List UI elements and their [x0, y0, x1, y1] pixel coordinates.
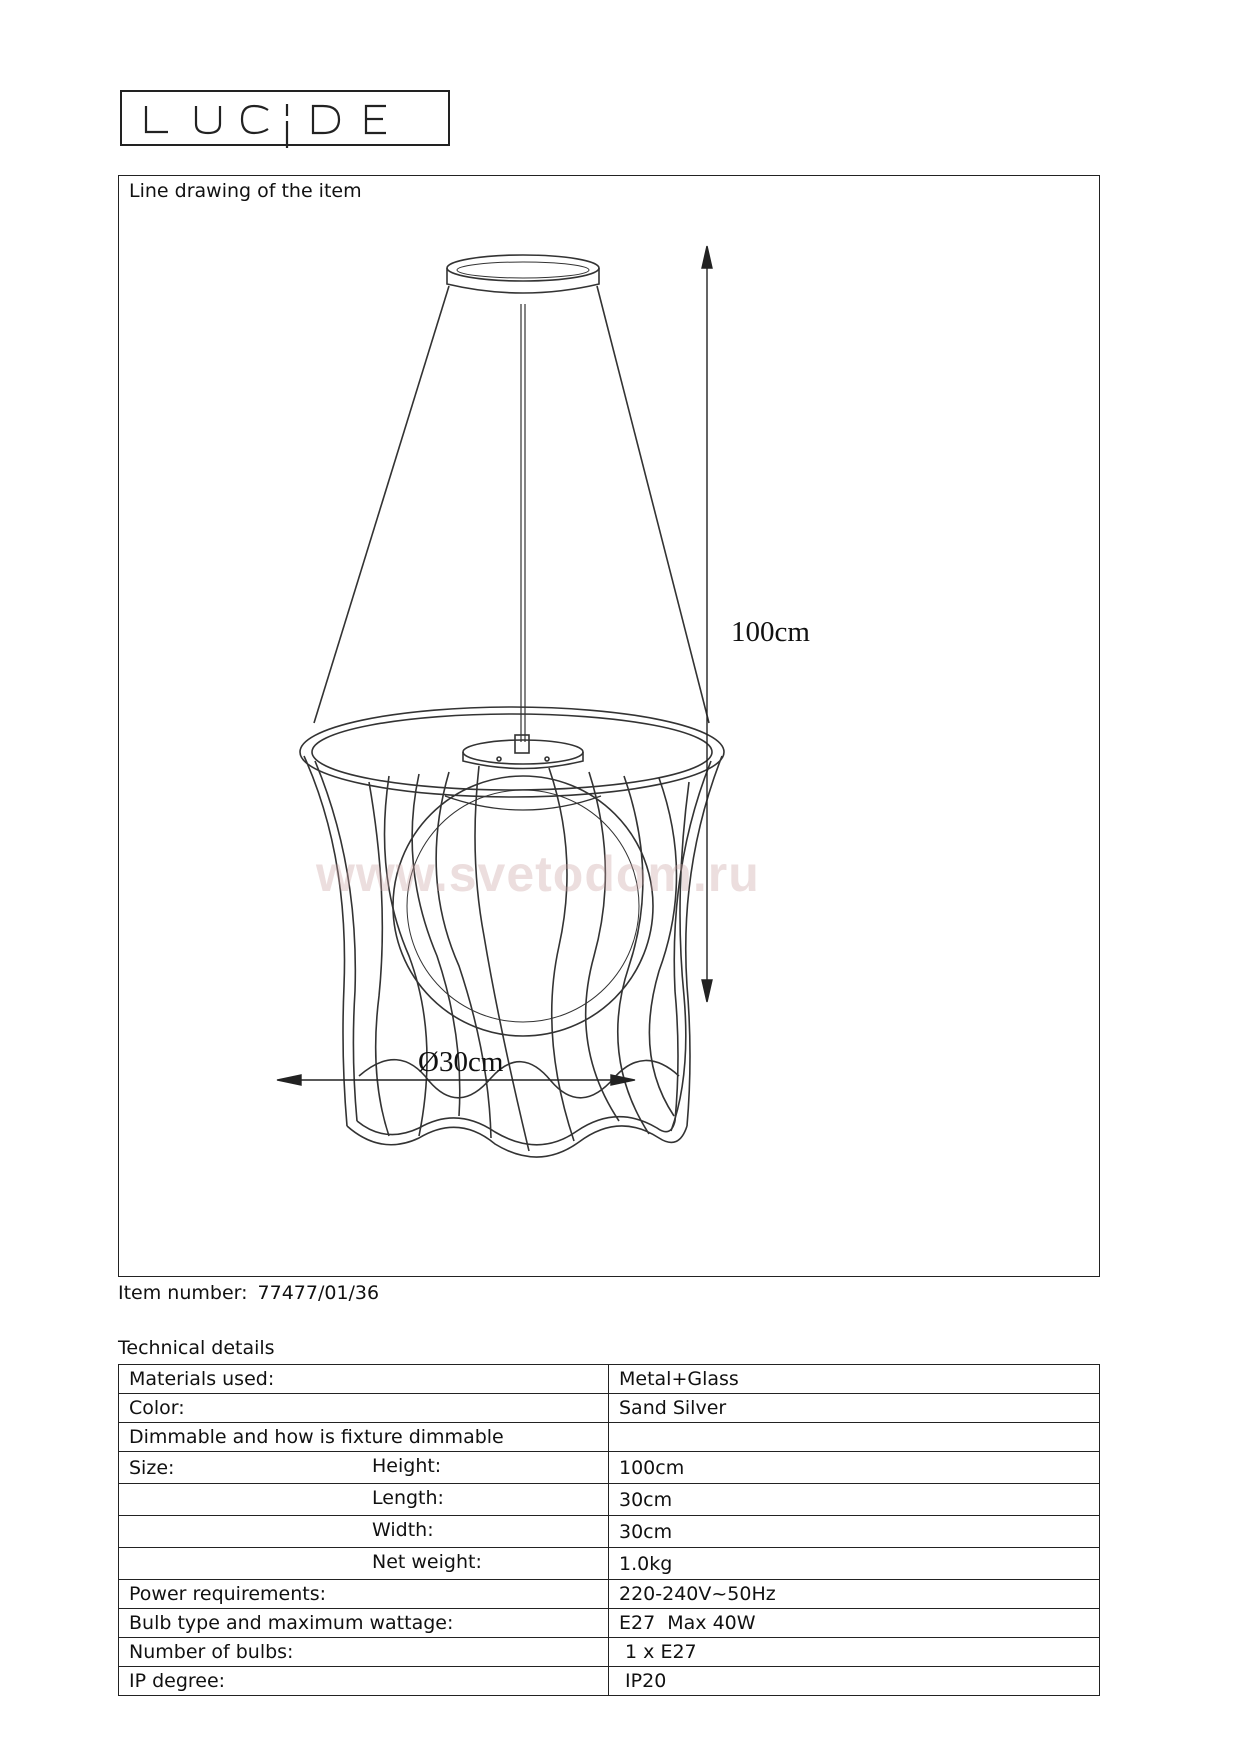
cage-outline-right — [686, 756, 722, 1126]
spec-label: Materials used: — [119, 1365, 609, 1394]
watermark: www.svetodom.ru — [316, 846, 760, 902]
canopy-top — [447, 255, 599, 281]
table-row — [119, 1638, 1100, 1667]
mounting-plate — [463, 740, 583, 764]
glass-globe — [393, 776, 653, 1036]
table-row — [119, 1394, 1100, 1423]
spec-label: Number of bulbs: — [119, 1638, 609, 1667]
spec-label: Dimmable and how is fixture dimmable — [119, 1423, 609, 1452]
diameter-dimension-label: Ø30cm — [418, 1046, 504, 1078]
table-row — [119, 1452, 1100, 1484]
cage-outline-left — [304, 756, 347, 1126]
spec-value — [609, 1423, 1100, 1452]
item-number-label: Item number: — [118, 1282, 248, 1304]
table-row — [119, 1423, 1100, 1452]
table-row — [119, 1548, 1100, 1580]
spec-value: 220-240V~50Hz — [609, 1580, 1100, 1609]
height-dimension-label: 100cm — [731, 616, 810, 648]
table-row — [119, 1365, 1100, 1394]
spec-label: Bulb type and maximum wattage: — [119, 1609, 609, 1638]
technical-details-title: Technical details — [118, 1337, 275, 1359]
spec-value: 30cm — [609, 1516, 1100, 1548]
spec-label: Length: — [119, 1484, 609, 1516]
line-drawing-panel — [118, 175, 1100, 1277]
spec-label: Color: — [119, 1394, 609, 1423]
drawing-caption: Line drawing of the item — [129, 180, 362, 202]
spec-label: Net weight: — [119, 1548, 609, 1580]
spec-value: 1.0kg — [609, 1548, 1100, 1580]
table-row — [119, 1516, 1100, 1548]
lamp-holder — [515, 735, 529, 753]
spec-value: E27 Max 40W — [609, 1609, 1100, 1638]
item-number-value: 77477/01/36 — [257, 1282, 380, 1304]
logo-lettering — [122, 92, 452, 148]
spec-value: 100cm — [609, 1452, 1100, 1484]
spec-value: 1 x E27 — [609, 1638, 1100, 1667]
brand-logo — [120, 90, 450, 146]
technical-details-table — [118, 1364, 1100, 1696]
spec-value: Sand Silver — [609, 1394, 1100, 1423]
pendant-line-drawing — [119, 176, 1099, 1276]
spec-value: IP20 — [609, 1667, 1100, 1696]
table-row — [119, 1667, 1100, 1696]
item-number — [118, 1282, 379, 1304]
table-row — [119, 1484, 1100, 1516]
table-row — [119, 1580, 1100, 1609]
spec-label: Size: Height: — [119, 1452, 609, 1484]
suspension-cable-right — [597, 286, 709, 723]
spec-value: Metal+Glass — [609, 1365, 1100, 1394]
spec-value: 30cm — [609, 1484, 1100, 1516]
spec-label: IP degree: — [119, 1667, 609, 1696]
table-row — [119, 1609, 1100, 1638]
spec-label: Width: — [119, 1516, 609, 1548]
suspension-cable-left — [314, 286, 449, 723]
spec-label: Power requirements: — [119, 1580, 609, 1609]
